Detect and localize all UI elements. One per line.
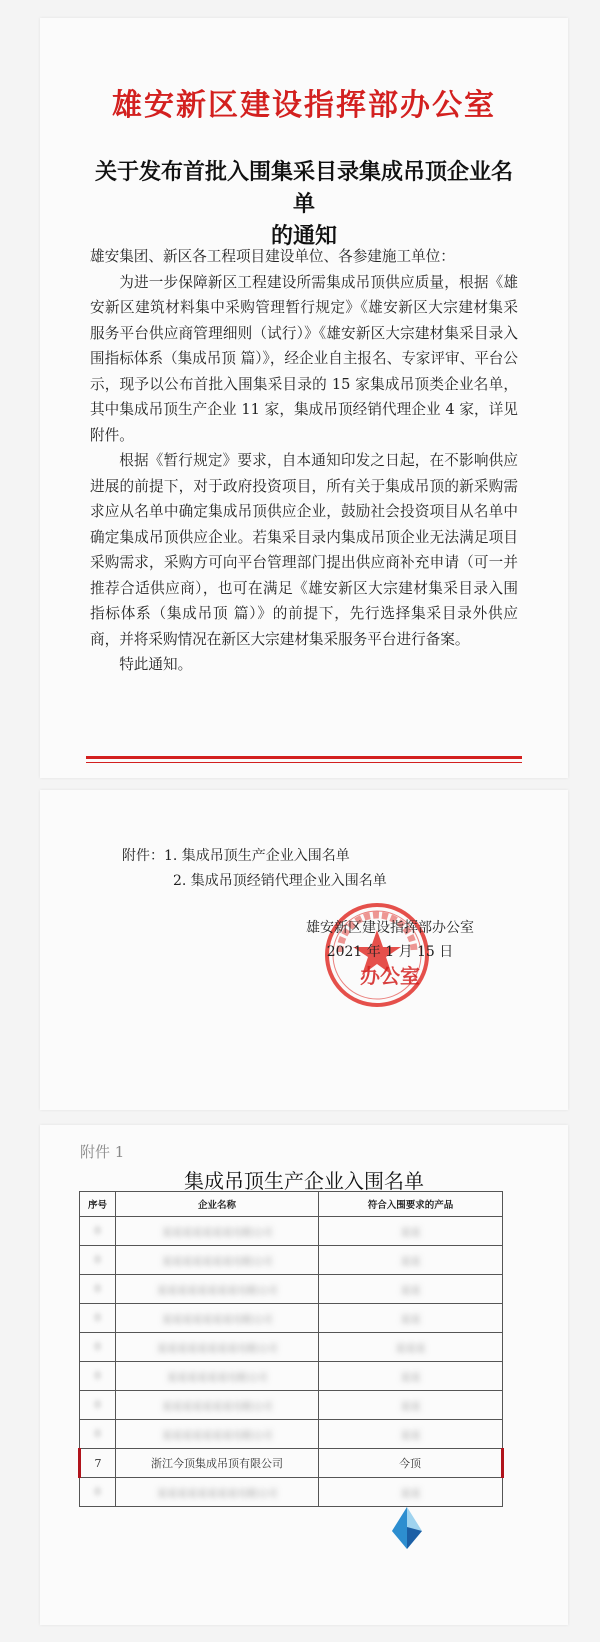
- blurred-table-row: 0 某某某某某某某某有限公司 某某: [80, 1275, 503, 1304]
- signature-page: [40, 790, 568, 1110]
- column-header: 符合入围要求的产品: [319, 1192, 503, 1217]
- table-header-row: [80, 1192, 503, 1217]
- blurred-table-row: 0 某某某某某某某有限公司 某某: [80, 1217, 503, 1246]
- notice-title-line1: 关于发布首批入围集采目录集成吊顶企业名单: [94, 159, 513, 217]
- column-header: 序号: [80, 1192, 116, 1217]
- highlighted-table-row: [80, 1449, 503, 1478]
- attachment-item-2: 2. 集成吊顶经销代理企业入围名单: [173, 873, 387, 889]
- signature-date: 2021 年 1 月 15 日: [326, 944, 454, 960]
- notice-body: [90, 244, 518, 678]
- red-divider-thin: [86, 762, 522, 763]
- paragraph-3: 特此通知。: [119, 656, 193, 673]
- column-header: 企业名称: [116, 1192, 319, 1217]
- seal-text: 办公室: [360, 964, 420, 988]
- annex-title: 集成吊顶生产企业入围名单: [184, 1169, 424, 1193]
- paragraph-2: 根据《暂行规定》要求，自本通知印发之日起，在不影响供应进展的前提下，对于政府投资项目，所有关于集成吊顶的新采购需求应从名单中确定集成吊顶供应企业，鼓励社会投资项目从名单中确定集成吊顶供应企业。若集采目录内集成吊顶企业无法满足项目采购需求，采购方可向平台管理部门提出供应商补充申请（可一并推荐合适供应商），也可在满足《雄安新区大宗建材集采目录入围指标体系（集成吊顶 篇）》的前提下，先行选择集采目录外供应商，并将采购情况在新区大宗建材集采服务平台进行备案。: [90, 452, 518, 648]
- blurred-table-row: 0 某某某某某某某某有限公司 某某某: [80, 1333, 503, 1362]
- blurred-table-row: 0 某某某某某某有限公司 某某: [80, 1362, 503, 1391]
- blurred-table-row: 0 某某某某某某某有限公司 某某: [80, 1246, 503, 1275]
- blurred-table-row: 0 某某某某某某某某有限公司 某某: [80, 1478, 503, 1507]
- notice-title-line2: 的通知: [270, 223, 337, 249]
- notice-title: [90, 156, 518, 252]
- paragraph-1: 为进一步保障新区工程建设所需集成吊顶供应质量，根据《雄安新区建筑材料集中采购管理暂行规定》《雄安新区大宗建材集采服务平台供应商管理细则（试行）》《雄安新区大宗建材集采目录入围指标体系（集成吊顶 篇）》，经企业自主报名、专家评审、平台公示，现予以公布首批入围集采目录的 15 家集成吊顶类企业名单，其中集成吊顶生产企业 11 家，集成吊顶经销代理企业 4 家，详见附件。: [90, 273, 518, 444]
- blurred-table-row: 0 某某某某某某某有限公司 某某: [80, 1420, 503, 1449]
- office-header: 雄安新区建设指挥部办公室: [112, 88, 496, 123]
- attachment-item-1: 1. 集成吊顶生产企业入围名单: [164, 848, 350, 864]
- blurred-table-row: 0 某某某某某某某有限公司 某某: [80, 1304, 503, 1333]
- signature-office: 雄安新区建设指挥部办公室: [306, 920, 474, 936]
- attachment-list: [122, 844, 387, 894]
- red-divider: [86, 756, 522, 759]
- company-name: 浙江今顶集成吊顶有限公司: [116, 1449, 319, 1478]
- annex-label: 附件 1: [80, 1143, 125, 1161]
- product-name: 今顶: [319, 1449, 503, 1478]
- annex-page: [40, 1125, 568, 1625]
- crystal-watermark-icon: [390, 1505, 424, 1551]
- notice-page: [40, 18, 568, 778]
- row-number: 7: [80, 1449, 116, 1478]
- blurred-table-row: 0 某某某某某某某有限公司 某某: [80, 1391, 503, 1420]
- company-table: [78, 1191, 504, 1507]
- attachment-label: 附件：: [122, 848, 164, 864]
- signature-block: [290, 916, 490, 988]
- addressee: 雄安集团、新区各工程项目建设单位、各参建施工单位：: [90, 248, 455, 265]
